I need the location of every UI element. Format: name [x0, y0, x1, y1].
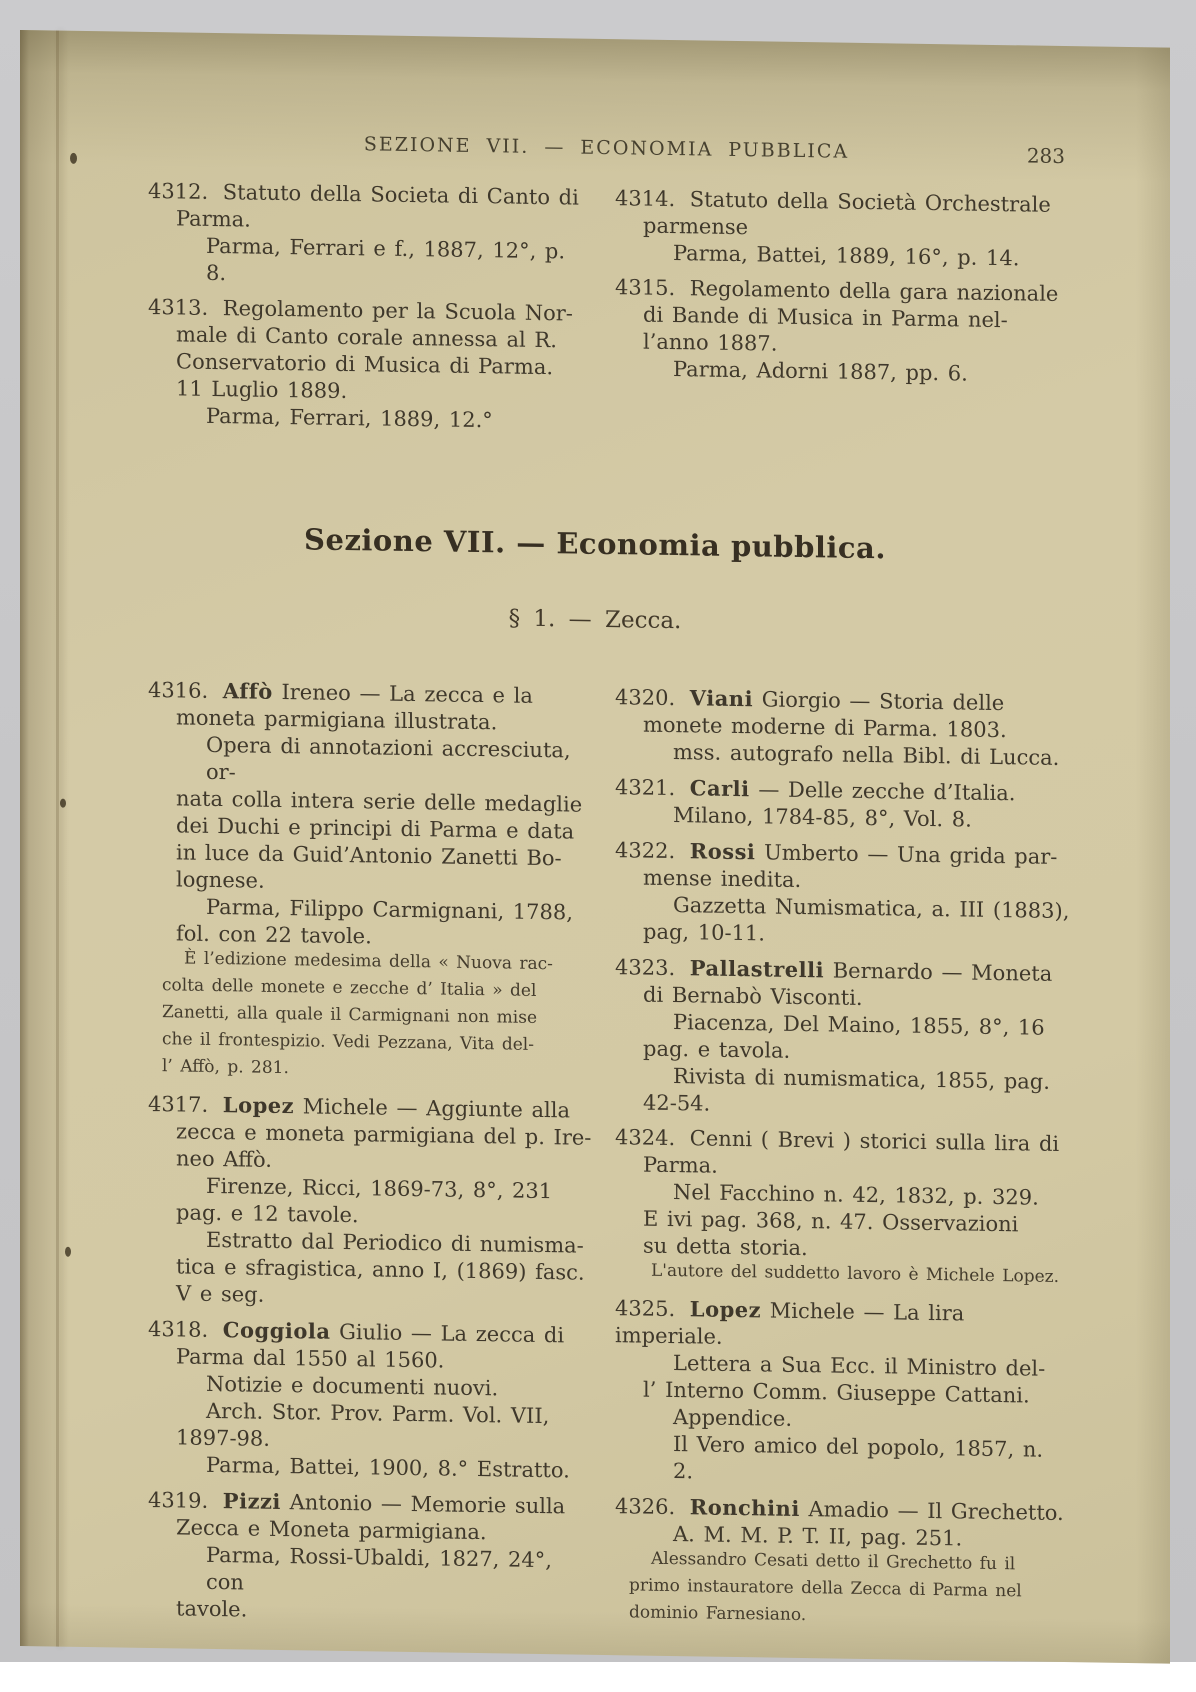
entry-line: tica e sfragistica, anno I, (1869) fasc. [176, 1254, 585, 1285]
entry-line: Opera di annotazioni accresciuta, or- [206, 732, 571, 785]
entry-line: su detta storia. [643, 1233, 808, 1261]
entry-line: L'autore del suddetto lavoro è Michele Lopez. [651, 1260, 1060, 1287]
entry-line: Zecca e Moneta parmigiana. [176, 1515, 487, 1545]
entry-title-text: — Delle zecche d’Italia. [749, 777, 1016, 806]
entry-author: Coggiola [222, 1317, 331, 1344]
entry-line: mense inedita. [643, 865, 802, 892]
entry-line: colta delle monete e zecche d’ Italia » del [162, 975, 537, 1001]
entry-line: in luce da Guid’Antonio Zanetti Bo- [176, 840, 562, 871]
entry-line: Parma, Ferrari e f., 1887, 12°, p. 8. [206, 233, 566, 286]
entry-title-text: Bernardo — Moneta [824, 958, 1053, 986]
bibliography-entry [148, 1315, 592, 1485]
entry-author: Pizzi [222, 1488, 281, 1515]
bibliography-entry [148, 294, 592, 436]
entry-line: l’ Affò, p. 281. [162, 1056, 289, 1079]
entry-line: nata colla intera serie delle medaglie [176, 786, 583, 817]
entry-title-text: Regolamento per la Scuola Nor- [222, 296, 573, 326]
entry-line: È l’edizione medesima della « Nuova rac- [184, 948, 553, 975]
paper-speck [60, 799, 66, 808]
entry-line: Parma, Battei, 1900, 8.° Estratto. [206, 1452, 570, 1483]
entry-line: l’ Interno Comm. Giuseppe Cattani. [643, 1377, 1030, 1408]
entry-author: Ronchini [689, 1494, 800, 1521]
bibliography-entry [148, 178, 592, 293]
paper-speck [65, 1247, 71, 1257]
entry-number: 4313. [148, 294, 217, 321]
entry-line: Parma. [176, 206, 251, 232]
entry-line: Parma, Battei, 1889, 16°, p. 14. [673, 241, 1020, 271]
entry-line: Firenze, Ricci, 1869-73, 8°, 231 [206, 1173, 553, 1204]
main-left-column [148, 676, 592, 1637]
entry-line: Rivista di numismatica, 1855, pag. [673, 1064, 1050, 1094]
entry-number: 4316. [148, 677, 217, 704]
entry-title-text: Ireneo — La zecca e la [272, 679, 533, 708]
entry-line: di Bande di Musica in Parma nel- [643, 302, 1008, 333]
entry-number: 4319. [148, 1487, 217, 1514]
entry-title-text: Antonio — Memorie sulla [280, 1490, 566, 1519]
bibliography-entry [615, 185, 1071, 273]
entry-line: Zanetti, alla quale il Carmignani non mise [162, 1002, 538, 1028]
entry-line: Parma, Filippo Carmignani, 1788, [206, 894, 573, 925]
entry-line: Milano, 1784-85, 8°, Vol. 8. [673, 803, 972, 832]
entry-number: 4323. [615, 955, 684, 981]
entry-line: Gazzetta Numismatica, a. III (1883), [673, 893, 1070, 924]
bibliography-entry [615, 773, 1071, 835]
entry-number: 4324. [615, 1125, 684, 1151]
entry-line: Il Vero amico del popolo, 1857, n. 2. [673, 1432, 1044, 1484]
bibliography-entry [615, 1124, 1071, 1293]
entry-line: parmense [643, 213, 749, 240]
entry-author: Rossi [689, 838, 756, 865]
entry-first-line [615, 1294, 1071, 1356]
entry-author: Carli [689, 775, 750, 802]
bibliography-entry [615, 683, 1071, 772]
entry-line: Parma. [643, 1152, 718, 1178]
book-page [20, 30, 1170, 1664]
entry-author: Viani [689, 685, 754, 712]
entry-number: 4317. [148, 1091, 217, 1118]
entry-title-text: Regolamento della gara nazionale [689, 276, 1059, 306]
entry-line: mss. autografo nella Bibl. di Lucca. [673, 740, 1060, 770]
entry-line: Piacenza, Del Maino, 1855, 8°, 16 [673, 1010, 1045, 1040]
entry-line: di Bernabò Visconti. [643, 982, 863, 1010]
entry-line: Notizie e documenti nuovi. [206, 1371, 499, 1401]
entry-line: 42-54. [643, 1090, 711, 1116]
entry-line: Appendice. [673, 1405, 793, 1431]
entry-line: dominio Farnesiano. [629, 1602, 807, 1626]
top-left-column [148, 178, 592, 444]
entry-number: 4312. [148, 178, 217, 205]
entry-line: 11 Luglio 1889. [176, 376, 348, 404]
entry-number: 4314. [615, 186, 684, 212]
entry-line: dei Duchi e principi di Parma e data [176, 813, 575, 844]
entry-line: moneta parmigiana illustrata. [176, 705, 498, 735]
entry-line: Nel Facchino n. 42, 1832, p. 329. [673, 1180, 1039, 1210]
entry-line: lognese. [176, 867, 265, 893]
entry-number: 4326. [615, 1494, 684, 1520]
entry-line: 1897-98. [176, 1425, 270, 1451]
page-number: 283 [1026, 143, 1065, 169]
entry-number: 4318. [148, 1316, 217, 1343]
entry-line: Parma, Rossi-Ubaldi, 1827, 24°, con [206, 1542, 552, 1595]
entry-author: Affò [222, 678, 273, 704]
entry-title-text: Giulio — La zecca di [330, 1319, 565, 1348]
bibliography-entry [148, 676, 592, 1089]
bibliography-entry [615, 274, 1071, 389]
entry-line: tavole. [176, 1596, 248, 1622]
entry-line: Parma, Adorni 1887, pp. 6. [673, 357, 968, 386]
entry-line: l’anno 1887. [643, 329, 778, 356]
entry-author: Pallastrelli [689, 955, 825, 983]
binding-crease [56, 31, 59, 1647]
entry-line: Lettera a Sua Ecc. il Ministro del- [673, 1351, 1046, 1381]
entry-line: Parma, Ferrari, 1889, 12.° [206, 403, 493, 433]
entry-line: neo Affò. [176, 1146, 272, 1172]
top-entries-block [20, 176, 1170, 433]
running-header: SEZIONE VII. — ECONOMIA PUBBLICA [363, 133, 850, 163]
entry-line: monete moderne di Parma. 1803. [643, 712, 1007, 743]
page-header [148, 130, 1065, 174]
entry-line: che il frontespizio. Vedi Pezzana, Vita del- [162, 1029, 534, 1055]
entry-line: primo instauratore della Zecca di Parma nel [629, 1575, 1022, 1602]
bibliography-entry [148, 1486, 592, 1629]
entry-title-text: Statuto della Societa di Canto di [222, 180, 579, 210]
entry-line: Estratto dal Periodico di numisma- [206, 1227, 584, 1258]
section-title: Sezione VII. — Economia pubblica. [304, 522, 886, 566]
entry-line: Arch. Stor. Prov. Parm. Vol. VII, [206, 1398, 550, 1429]
entry-line: pag, 10-11. [643, 919, 765, 946]
entry-number: 4321. [615, 775, 684, 801]
entry-title-text: Cenni ( Brevi ) storici sulla lira di [689, 1126, 1060, 1156]
entry-title-text: Amadio — Il Grechetto. [799, 1496, 1064, 1526]
entry-line: Alessandro Cesati detto il Grechetto fu il [651, 1548, 1016, 1575]
entry-line: pag. e tavola. [643, 1036, 791, 1063]
entry-number: 4315. [615, 275, 684, 301]
bibliography-entry [615, 1492, 1071, 1635]
entry-number: 4325. [615, 1296, 684, 1322]
entry-line: V e seg. [176, 1281, 265, 1307]
entry-line: A. M. M. P. T. II, pag. 251. [673, 1522, 963, 1551]
entry-number: 4320. [615, 685, 684, 711]
entry-title-text: Umberto — Una grida par- [755, 840, 1058, 869]
entry-line: zecca e moneta parmigiana del p. Ire- [176, 1119, 592, 1150]
entry-author: Lopez [689, 1296, 762, 1323]
bibliography-entry [615, 953, 1071, 1123]
entry-line: Parma dal 1550 al 1560. [176, 1344, 445, 1373]
bibliography-entry [148, 1090, 592, 1314]
entry-title-text: Michele — Aggiunte alla [294, 1094, 570, 1123]
entry-line: Conservatorio di Musica di Parma. [176, 349, 554, 380]
entry-title-text: Giorgio — Storia delle [753, 687, 1005, 716]
top-right-column [615, 185, 1071, 397]
entry-line: male di Canto corale annessa al R. [176, 322, 557, 353]
entry-title-text: Michele — La lira imperiale. [615, 1298, 965, 1349]
entry-author: Lopez [222, 1092, 295, 1119]
paper-speck [70, 153, 77, 164]
bibliography-entry [615, 1294, 1071, 1491]
subsection-title: § 1. — Zecca. [508, 605, 682, 635]
entry-title-text: Statuto della Società Orchestrale [689, 187, 1051, 217]
entry-line: pag. e 12 tavole. [176, 1200, 359, 1228]
main-right-column [615, 683, 1071, 1643]
entry-number: 4322. [615, 838, 684, 864]
entry-line: fol. con 22 tavole. [176, 921, 372, 949]
entry-line: E ivi pag. 368, n. 47. Osservazioni [643, 1206, 1019, 1237]
bibliography-entry [615, 836, 1071, 952]
main-entries-block [20, 674, 1170, 1626]
